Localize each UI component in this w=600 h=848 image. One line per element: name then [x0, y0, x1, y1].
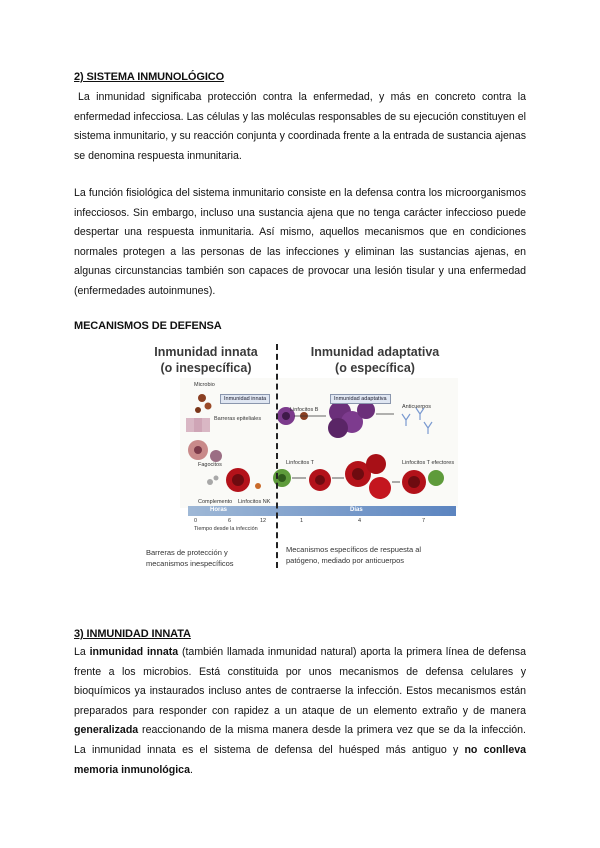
timeline-hours: Horas — [210, 507, 228, 513]
timeline-tick: 1 — [300, 518, 304, 524]
adaptive-title-line-1: Inmunidad adaptativa — [310, 345, 440, 359]
section-2-title: 2) SISTEMA INMUNOLÓGICO — [74, 71, 225, 83]
label-innate-box: Inmunidad innata — [220, 394, 270, 404]
complement-icon — [207, 476, 219, 486]
timeline-tick: 4 — [358, 518, 362, 524]
timeline-days: Días — [350, 507, 363, 513]
section-2-paragraph-1: La inmunidad significaba protección contra la enfermedad, y más en concreto contra la enfermedad infecciosa. Las células y las moléculas responsables de su ejecución constituyen el sistema inmunitario, y su reacción conjunta y coordinada frente a la entrada de sustancia ajenas se denomina respuesta inmunitaria. — [74, 91, 526, 162]
section-2-paragraph-2: La función fisiológica del sistema inmunitario consiste en la defensa contra los microorganismos infecciosos. Sin embargo, incluso una sustancia ajena que no tenga carácter infeccioso puede despertar una respuesta inmunitaria. Así mismo, aquellos mecanismos que en condiciones normales protegen a las personas de las infecciones y eliminan las sustancias ajenas, en algunas circunstancias también son capaces de provocar una lesión tisular y una enfermedad (enfermedades autoinmunes). — [74, 187, 526, 297]
section-3-text-e: reaccionando de la misma manera desde la primera vez que se da la infección. La inmunidad innata es el sistema de defensa del huésped más antiguo y — [74, 724, 526, 756]
label-antibodies: Anticuerpos — [402, 404, 432, 410]
timeline-caption: Tiempo desde la infección — [194, 526, 258, 532]
epithelial-barrier-icon — [186, 418, 210, 432]
label-t-effector: Linfocitos T efectores — [402, 460, 455, 466]
caption-left-line-1: Barreras de protección y — [146, 548, 228, 557]
caption-right-line-2: patógeno, mediado por anticuerpos — [286, 556, 405, 565]
innate-title-line-1: Inmunidad innata — [154, 345, 258, 359]
section-3-text-g: . — [189, 763, 193, 776]
section-3-emphasis-no-memory: no conlleva memoria inmunológica — [74, 743, 526, 776]
antibodies-icon — [402, 408, 432, 434]
label-adaptive-box: Inmunidad adaptativa — [330, 394, 391, 404]
label-b-cells: Linfocitos B — [290, 407, 319, 413]
label-complement: Complemento — [198, 499, 233, 505]
label-barriers: Barreras epiteliales — [214, 416, 262, 422]
label-nk-cells: Linfocitos NK — [238, 499, 271, 505]
adaptive-title-line-2: (o específica) — [335, 361, 415, 375]
section-3-emphasis-generalized: generalizada — [74, 724, 139, 737]
innate-title-line-2: (o inespecífica) — [160, 361, 252, 375]
label-t-cells: Linfocitos T — [286, 460, 315, 466]
section-3-text-a: La — [74, 646, 90, 658]
nk-cell-icon — [226, 468, 261, 492]
timeline-bar — [188, 506, 456, 516]
timeline-tick: 6 — [228, 518, 232, 524]
label-microbe: Microbio — [194, 382, 215, 388]
section-3-emphasis-innate: inmunidad innata — [89, 646, 179, 658]
label-phagocytes: Fagocitos — [198, 462, 222, 468]
section-3-text-c: (también llamada inmunidad natural) aporta la primera línea de defensa frente a los microbios. Está constituida por unos mecanismos de defensa celulares y bioquímicos ya instaurados incluso antes de contraerse la infección. Estos mecanismos están preparados para responder con rapidez a un ataque de un elemento extraño y de manera — [74, 646, 526, 717]
timeline-tick: 12 — [260, 518, 267, 524]
timeline-tick: 0 — [194, 518, 198, 524]
caption-right-line-1: Mecanismos específicos de respuesta al — [286, 545, 422, 554]
mechanisms-title: MECANISMOS DE DEFENSA — [74, 320, 222, 332]
immunity-figure — [140, 342, 460, 574]
phagocyte-icon — [188, 440, 222, 462]
section-3-paragraph — [74, 643, 526, 780]
microbe-icon — [195, 394, 212, 413]
timeline-tick: 7 — [422, 518, 426, 524]
innate-adaptive-divider — [276, 344, 278, 568]
caption-left-line-2: mecanismos inespecíficos — [146, 559, 234, 568]
section-3-title: 3) INMUNIDAD INNATA — [74, 628, 191, 640]
plasma-cells-icon — [328, 401, 375, 438]
